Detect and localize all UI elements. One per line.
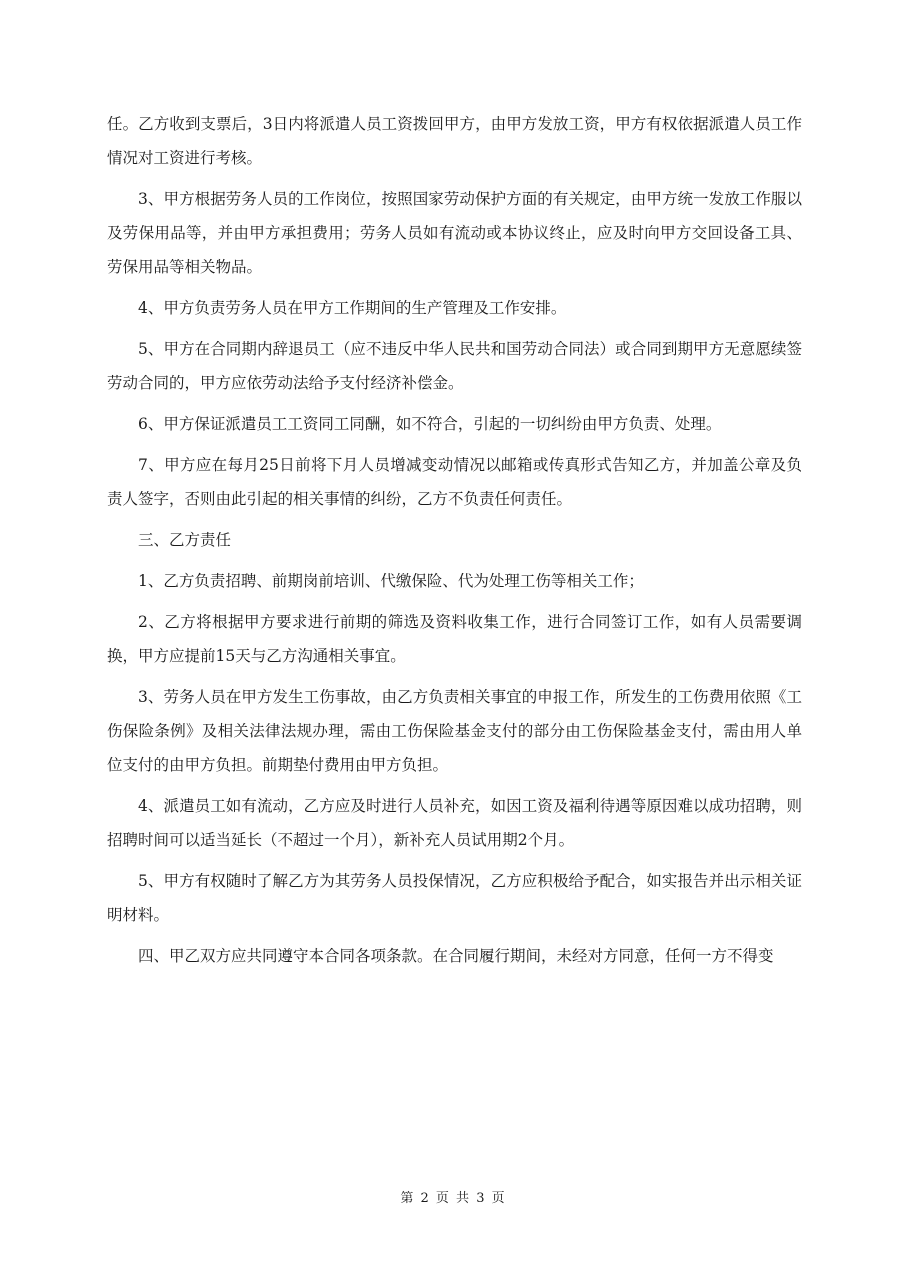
page-number-footer: 第 2 页 共 3 页 bbox=[400, 1191, 505, 1206]
paragraph-b-clause-3: 3、劳务人员在甲方发生工伤事故，由乙方负责相关事宜的申报工作，所发生的工伤费用依照《工伤保险条例》及相关法律法规办理，需由工伤保险基金支付的部分由工伤保险基金支付，需由用人单位支付的由甲方负担。前期垫付费用由甲方负担。 bbox=[107, 688, 802, 774]
paragraph-clause-7: 7、甲方应在每月25日前将下月人员增减变动情况以邮箱或传真形式告知乙方，并加盖公章及负责人签字，否则由此引起的相关事情的纠纷，乙方不负责任何责任。 bbox=[107, 456, 802, 508]
section-heading-mutual: 四、甲乙双方应共同遵守本合同各项条款。在合同履行期间，未经对方同意，任何一方不得变 bbox=[138, 947, 774, 965]
paragraph-continued-clause: 任。乙方收到支票后，3日内将派遣人员工资拨回甲方，由甲方发放工资，甲方有权依据派遣人员工作情况对工资进行考核。 bbox=[107, 115, 802, 167]
paragraph-clause-4: 4、甲方负责劳务人员在甲方工作期间的生产管理及工作安排。 bbox=[138, 299, 567, 317]
paragraph-b-clause-2: 2、乙方将根据甲方要求进行前期的筛选及资料收集工作，进行合同签订工作，如有人员需要调换，甲方应提前15天与乙方沟通相关事宜。 bbox=[107, 613, 802, 665]
paragraph-clause-3: 3、甲方根据劳务人员的工作岗位，按照国家劳动保护方面的有关规定，由甲方统一发放工作服以及劳保用品等，并由甲方承担费用；劳务人员如有流动或本协议终止，应及时向甲方交回设备工具、劳保用品等相关物品。 bbox=[107, 190, 802, 276]
paragraph-b-clause-5: 5、甲方有权随时了解乙方为其劳务人员投保情况，乙方应积极给予配合，如实报告并出示相关证明材料。 bbox=[107, 872, 802, 924]
paragraph-b-clause-1: 1、乙方负责招聘、前期岗前培训、代缴保险、代为处理工伤等相关工作； bbox=[138, 572, 644, 590]
paragraph-b-clause-4: 4、派遣员工如有流动，乙方应及时进行人员补充，如因工资及福利待遇等原因难以成功招聘，则招聘时间可以适当延长（不超过一个月），新补充人员试用期2个月。 bbox=[107, 797, 802, 849]
paragraph-clause-6: 6、甲方保证派遣员工工资同工同酬，如不符合，引起的一切纠纷由甲方负责、处理。 bbox=[138, 415, 722, 433]
paragraph-clause-5: 5、甲方在合同期内辞退员工（应不违反中华人民共和国劳动合同法）或合同到期甲方无意愿续签劳动合同的，甲方应依劳动法给予支付经济补偿金。 bbox=[107, 340, 802, 392]
contract-body bbox=[107, 107, 802, 973]
section-heading-party-b: 三、乙方责任 bbox=[138, 531, 232, 549]
